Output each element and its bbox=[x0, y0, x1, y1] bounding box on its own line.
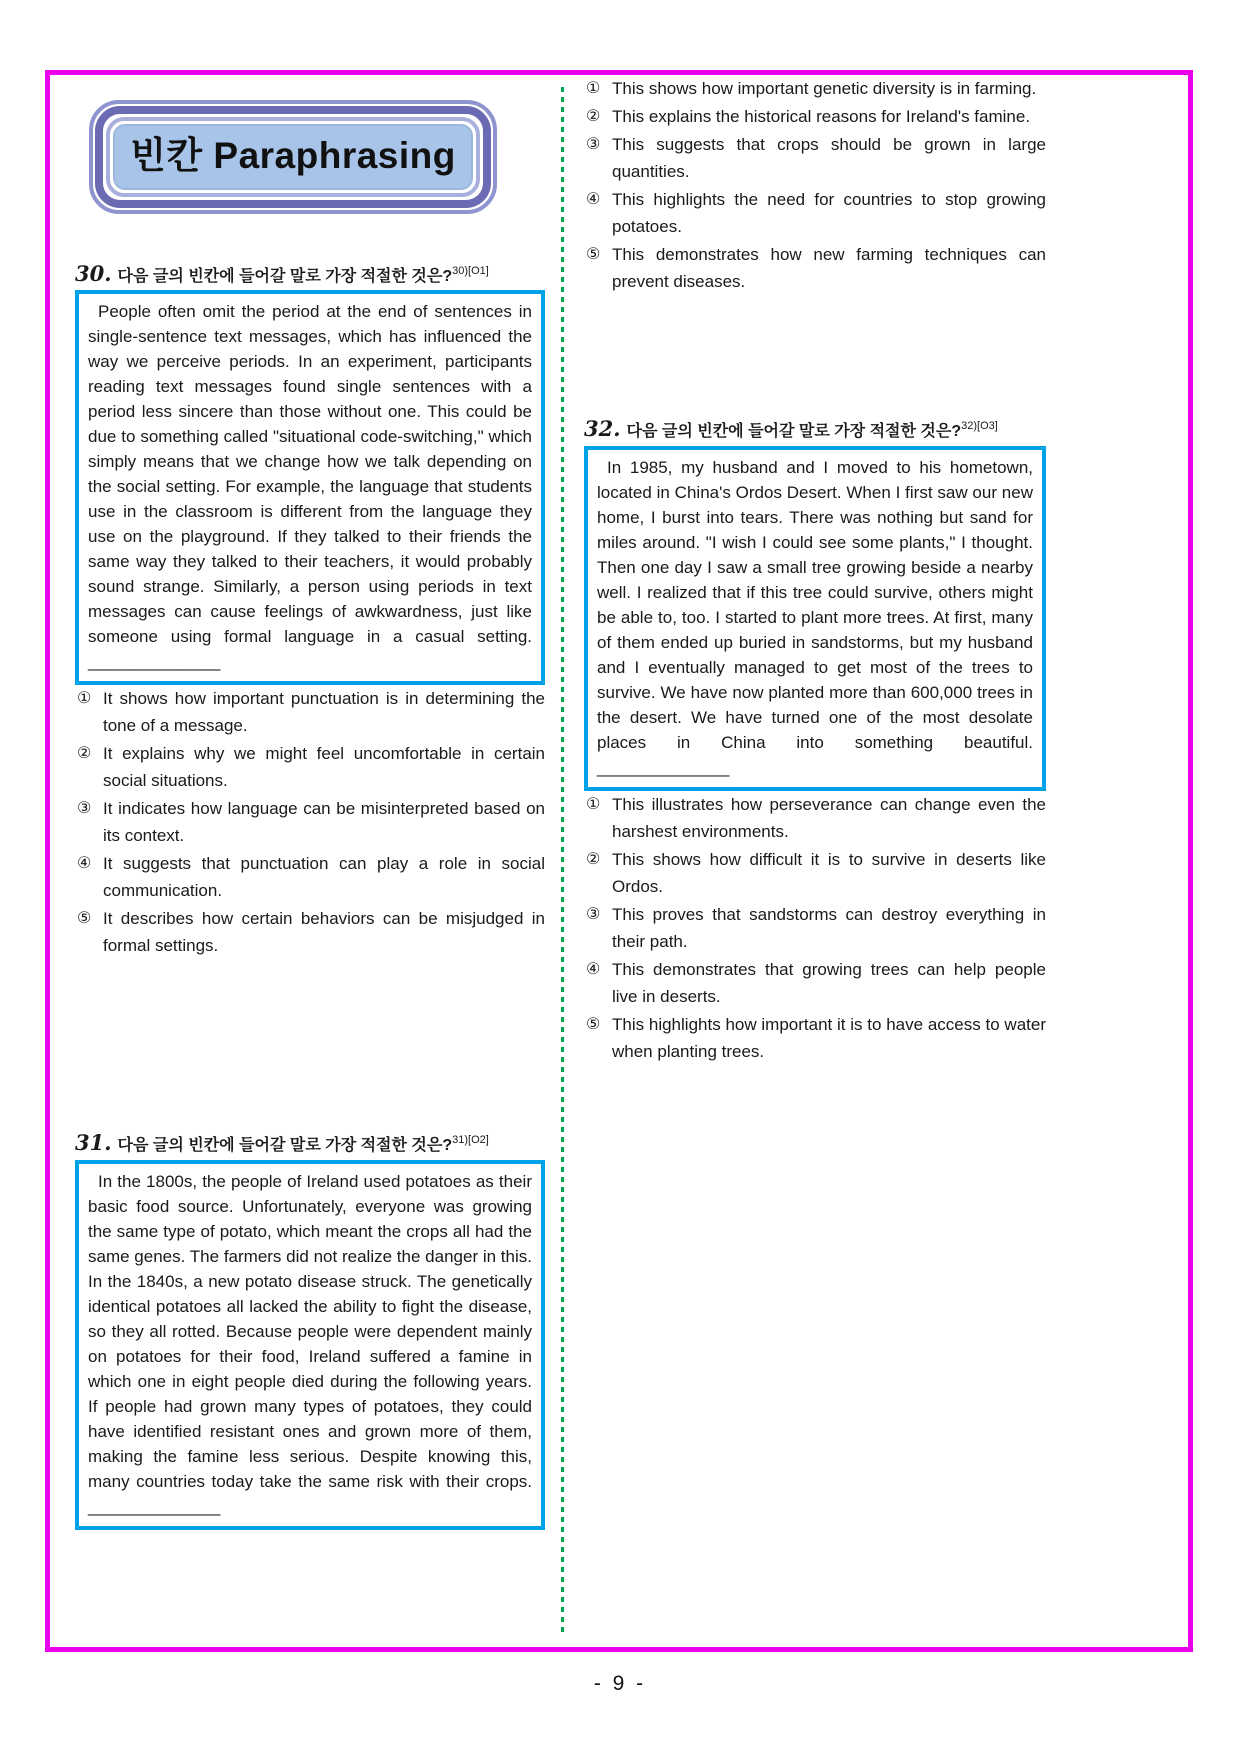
question-30-passage-box bbox=[75, 290, 545, 685]
option-3 bbox=[584, 901, 1046, 955]
question-number: 31. bbox=[75, 1130, 112, 1155]
option-marker: ① bbox=[77, 690, 92, 707]
section-title-box bbox=[89, 100, 497, 214]
option-5 bbox=[584, 1011, 1046, 1065]
option-text: This illustrates how perseverance can change even the harshest environments. bbox=[612, 795, 1046, 841]
option-marker: ② bbox=[586, 851, 601, 868]
question-31-options bbox=[584, 75, 1046, 295]
title-plate bbox=[113, 124, 473, 190]
question-31-passage: In the 1800s, the people of Ireland used potatoes as their basic food source. Unfortunately, everyone was growing the same type of potato, which meant the crops all had the same genes. The farmers did not realize the danger in this. In the 1840s, a new potato disease struck. The genetically identical potatoes all lacked the ability to fight the disease, so they all rotted. Because people were dependent mainly on potatoes for their food, Ireland suffered a famine in which one in eight people died during the following years. If people had grown many types of potatoes, they could have identified resistant ones and grown more of them, making the famine less serious. Despite knowing this, many countries today take the same risk with their crops. ______________ bbox=[88, 1172, 532, 1516]
option-marker: ② bbox=[77, 745, 92, 762]
answer-blank: ______________ bbox=[88, 652, 221, 671]
option-marker: ④ bbox=[586, 961, 601, 978]
option-marker: ② bbox=[586, 108, 601, 125]
question-footnote-ref: 30)[O1] bbox=[452, 265, 489, 277]
question-30-options bbox=[75, 685, 545, 959]
answer-blank: ______________ bbox=[597, 758, 730, 777]
question-number: 30. bbox=[75, 261, 112, 286]
option-1 bbox=[584, 75, 1046, 102]
option-marker: ④ bbox=[586, 191, 601, 208]
question-32-options bbox=[584, 791, 1046, 1065]
title-ring-dark bbox=[95, 106, 491, 208]
option-marker: ① bbox=[586, 80, 601, 97]
option-1 bbox=[584, 791, 1046, 845]
right-column bbox=[584, 75, 1046, 1647]
question-30-passage: People often omit the period at the end of sentences in single-sentence text messages, which has influenced the way we perceive periods. In an experiment, participants reading text messages found single sentences with a period less sincere than those without one. This could be due to something called "situational code-switching," which simply means that we change how we talk depending on the social setting. For example, the language that students use in the classroom is different from the language they use on the playground. If they talked to their friends the same way they talked to their teachers, it would probably sound strange. Similarly, a person using periods in text messages can cause feelings of awkwardness, just like someone using formal language in a casual setting. ______________ bbox=[88, 302, 532, 671]
section-title: 빈칸 Paraphrasing bbox=[130, 135, 456, 176]
option-text: This suggests that crops should be grown in large quantities. bbox=[612, 135, 1046, 181]
option-3 bbox=[584, 131, 1046, 185]
option-text: This proves that sandstorms can destroy everything in their path. bbox=[612, 905, 1046, 951]
option-marker: ④ bbox=[77, 855, 92, 872]
title-ring-light bbox=[106, 117, 480, 197]
option-4 bbox=[584, 186, 1046, 240]
page-number: - 9 - bbox=[593, 1672, 647, 1695]
option-4 bbox=[75, 850, 545, 904]
option-marker: ① bbox=[586, 796, 601, 813]
option-marker: ③ bbox=[586, 906, 601, 923]
option-text: This demonstrates that growing trees can help people live in deserts. bbox=[612, 960, 1046, 1006]
left-column bbox=[75, 75, 545, 1647]
option-text: This highlights how important it is to have access to water when planting trees. bbox=[612, 1015, 1046, 1061]
column-divider bbox=[561, 87, 564, 1635]
question-32-passage-box bbox=[584, 446, 1046, 791]
option-marker: ③ bbox=[586, 136, 601, 153]
option-text: This explains the historical reasons for Ireland's famine. bbox=[612, 107, 1031, 126]
question-31-header bbox=[75, 1127, 545, 1159]
question-prompt: 다음 글의 빈칸에 들어갈 말로 가장 적절한 것은? bbox=[626, 423, 962, 440]
option-text: It shows how important punctuation is in determining the tone of a message. bbox=[103, 689, 545, 735]
question-footnote-ref: 31)[O2] bbox=[452, 1134, 489, 1146]
option-text: This demonstrates how new farming techniques can prevent diseases. bbox=[612, 245, 1046, 291]
question-number: 32. bbox=[584, 416, 621, 441]
question-30-header bbox=[75, 258, 545, 290]
question-32-header bbox=[584, 413, 1046, 445]
option-2 bbox=[75, 740, 545, 794]
option-2 bbox=[584, 846, 1046, 900]
option-marker: ⑤ bbox=[586, 1016, 601, 1033]
page-frame bbox=[45, 70, 1193, 1652]
option-text: It suggests that punctuation can play a role in social communication. bbox=[103, 854, 545, 900]
option-5 bbox=[584, 241, 1046, 295]
option-text: It describes how certain behaviors can be misjudged in formal settings. bbox=[103, 909, 545, 955]
option-text: It explains why we might feel uncomfortable in certain social situations. bbox=[103, 744, 545, 790]
option-4 bbox=[584, 956, 1046, 1010]
option-2 bbox=[584, 103, 1046, 130]
option-5 bbox=[75, 905, 545, 959]
answer-blank: ______________ bbox=[88, 1497, 221, 1516]
question-31-passage-box bbox=[75, 1160, 545, 1530]
question-prompt: 다음 글의 빈칸에 들어갈 말로 가장 적절한 것은? bbox=[117, 268, 453, 285]
option-text: It indicates how language can be misinterpreted based on its context. bbox=[103, 799, 545, 845]
option-marker: ⑤ bbox=[586, 246, 601, 263]
option-text: This shows how difficult it is to survive in deserts like Ordos. bbox=[612, 850, 1046, 896]
option-3 bbox=[75, 795, 545, 849]
option-text: This highlights the need for countries to stop growing potatoes. bbox=[612, 190, 1046, 236]
question-32-passage: In 1985, my husband and I moved to his hometown, located in China's Ordos Desert. When I first saw our new home, I burst into tears. There was nothing but sand for miles around. "I wish I could see some plants," I thought. Then one day I saw a small tree growing beside a nearby well. I realized that if this tree could survive, others might be able to, too. I started to plant more trees. At first, many of them ended up buried in sandstorms, but my husband and I eventually managed to get most of the trees to survive. We have now planted more than 600,000 trees in the desert. We have turned one of the most desolate places in China into something beautiful. ______________ bbox=[597, 458, 1033, 777]
option-1 bbox=[75, 685, 545, 739]
question-footnote-ref: 32)[O3] bbox=[961, 420, 998, 432]
option-marker: ⑤ bbox=[77, 910, 92, 927]
option-text: This shows how important genetic diversity is in farming. bbox=[612, 79, 1037, 98]
question-prompt: 다음 글의 빈칸에 들어갈 말로 가장 적절한 것은? bbox=[117, 1137, 453, 1154]
option-marker: ③ bbox=[77, 800, 92, 817]
